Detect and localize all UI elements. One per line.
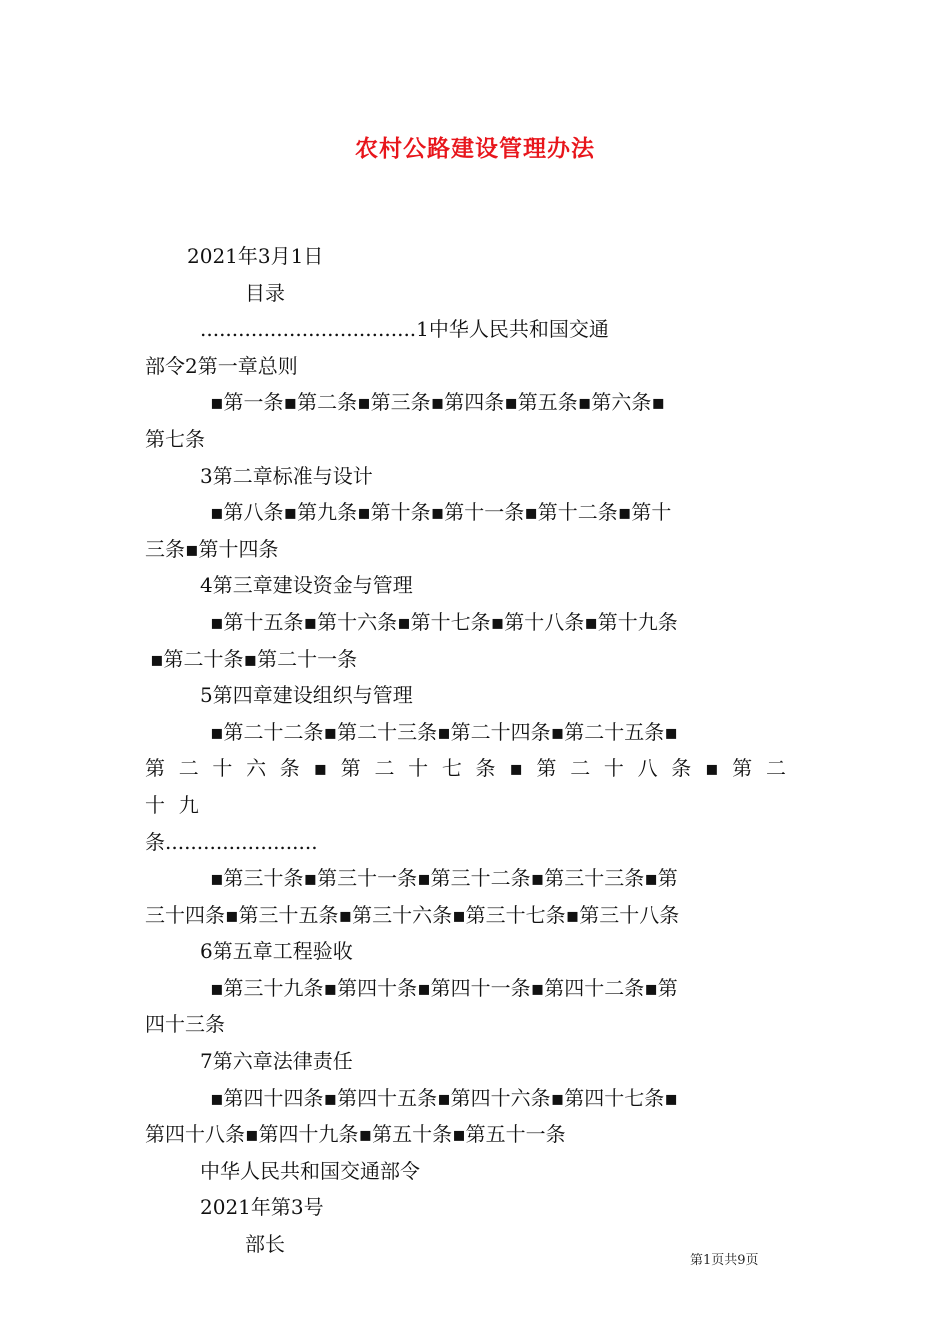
document-body xyxy=(145,238,810,1263)
toc-articles-line: 三十四条▪第三十五条▪第三十六条▪第三十七条▪第三十八条 xyxy=(145,902,680,927)
document-title: 农村公路建设管理办法 xyxy=(355,135,595,162)
toc-articles-line: ▪第八条▪第九条▪第十条▪第十一条▪第十二条▪第十 xyxy=(210,500,672,525)
document-date: 2021年3月1日 xyxy=(187,244,324,268)
toc-chapter-line: 3第二章标准与设计 xyxy=(200,463,373,488)
toc-articles-line: ▪第一条▪第二条▪第三条▪第四条▪第五条▪第六条▪ xyxy=(210,390,665,415)
toc-line: 部令2第一章总则 xyxy=(145,353,298,378)
toc-articles-line: 三条▪第十四条 xyxy=(145,536,279,561)
minister-label: 部长 xyxy=(245,1232,285,1257)
toc-articles-line: 四十三条 xyxy=(145,1012,225,1037)
toc-chapter-line: 4第三章建设资金与管理 xyxy=(200,573,413,598)
toc-line: ..................................1中华人民共和国交通 xyxy=(200,317,609,342)
toc-articles-line: ▪第二十二条▪第二十三条▪第二十四条▪第二十五条▪ xyxy=(210,719,678,744)
toc-articles-line: 条........................ xyxy=(145,829,318,854)
toc-chapter-line: 5第四章建设组织与管理 xyxy=(200,683,413,708)
decree-issuer: 中华人民共和国交通部令 xyxy=(200,1158,420,1183)
decree-number: 2021年第3号 xyxy=(200,1195,324,1220)
toc-articles-line: 第七条 xyxy=(145,426,205,451)
toc-chapter-line: 6第五章工程验收 xyxy=(200,939,353,964)
toc-articles-line: ▪第三十九条▪第四十条▪第四十一条▪第四十二条▪第 xyxy=(210,975,678,1000)
toc-articles-line: ▪第十五条▪第十六条▪第十七条▪第十八条▪第十九条 xyxy=(210,609,678,634)
toc-chapter-line: 7第六章法律责任 xyxy=(200,1049,353,1074)
toc-articles-line: ▪第二十条▪第二十一条 xyxy=(150,646,358,671)
toc-heading: 目录 xyxy=(245,280,285,305)
toc-articles-line: ▪第三十条▪第三十一条▪第三十二条▪第三十三条▪第 xyxy=(210,866,678,891)
page-footer: 第1页共9页 xyxy=(690,1253,759,1268)
toc-articles-line: ▪第四十四条▪第四十五条▪第四十六条▪第四十七条▪ xyxy=(210,1085,678,1110)
toc-articles-line: 第二十六条▪第二十七条▪第二十八条▪第二十九 xyxy=(145,756,800,817)
toc-articles-line: 第四十八条▪第四十九条▪第五十条▪第五十一条 xyxy=(145,1122,566,1147)
